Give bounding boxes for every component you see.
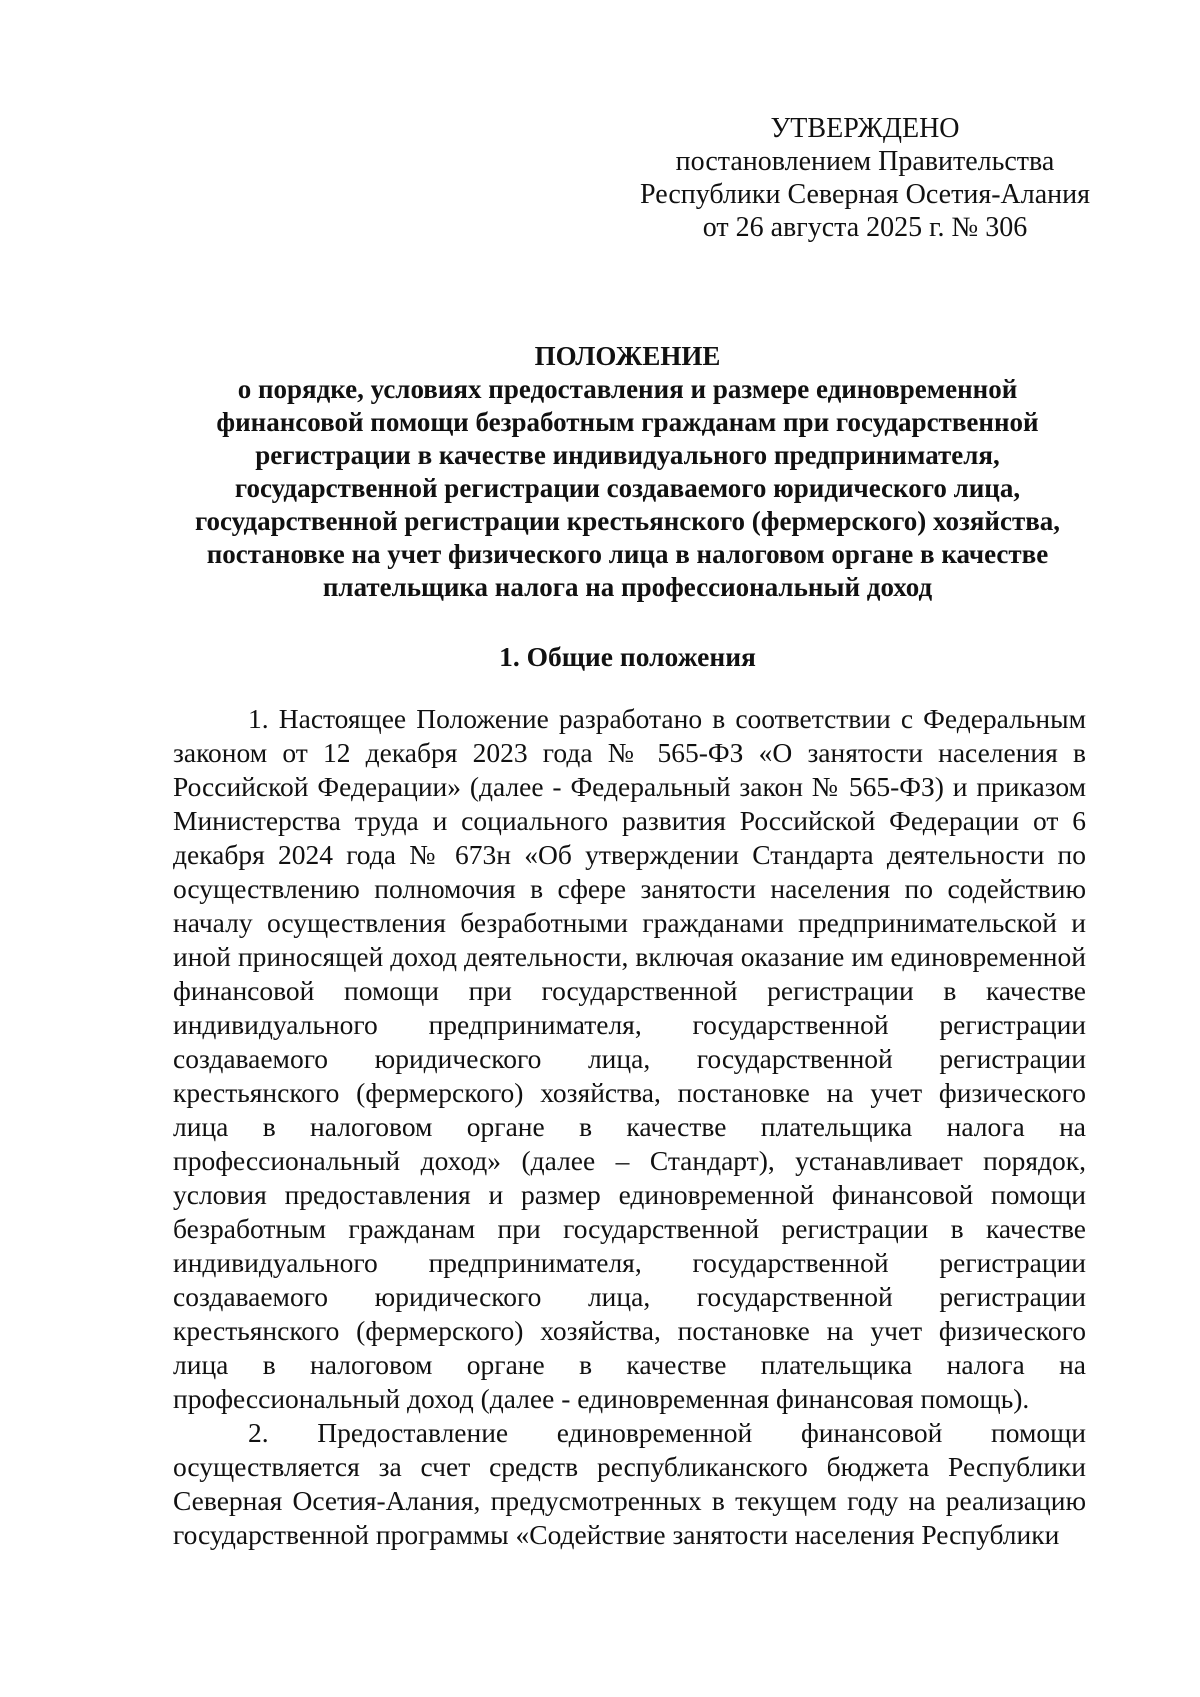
approval-date: от 26 августа 2025 г. № 306 [702, 212, 1028, 243]
section-heading: 1. Общие положения [499, 641, 756, 672]
section-body [173, 702, 1086, 1552]
approval-title: УТВЕРЖДЕНО [770, 113, 960, 144]
paragraph: 1. Настоящее Положение разработано в соответствии с Федеральным законом от 12 декабря 2023 года № 565-ФЗ «О занятости населения в Российской Федерации» (далее - Федеральный закон № 565-ФЗ) и приказом Министерства труда и социального развития Российской Федерации от 6 декабря 2024 года № 673н «Об утверждении Стандарта деятельности по осуществлению полномочия в сфере занятости населения по содействию началу осуществления безработными гражданами предпринимательской и иной приносящей доход деятельности, включая оказание им единовременной финансовой помощи при государственной регистрации в качестве индивидуального предпринимателя, государственной регистрации создаваемого юридического лица, государственной регистрации крестьянского (фермерского) хозяйства, постановке на учет физического лица в налоговом органе в качестве плательщика налога на профессиональный доход» (далее – Стандарт), устанавливает порядок, условия предоставления и размер единовременной финансовой помощи безработным гражданам при государственной регистрации в качестве индивидуального предпринимателя, государственной регистрации создаваемого юридического лица, государственной регистрации крестьянского (фермерского) хозяйства, постановке на учет физического лица в налоговом органе в качестве плательщика налога на профессиональный доход (далее - единовременная финансовая помощь). [173, 703, 1086, 1414]
approval-line: постановлением Правительства [675, 146, 1055, 177]
paragraph: 2. Предоставление единовременной финансовой помощи осуществляется за счет средств республиканского бюджета Республики Северная Осетия-Алания, предусмотренных в текущем году на реализацию государственной программы «Содействие занятости населения Республики [173, 1417, 1086, 1550]
title-subtitle: о порядке, условиях предоставления и размере единовременной финансовой помощи безработным гражданам при государственной регистрации в качестве индивидуального предпринимателя, государственной регистрации создаваемого юридического лица, государственной регистрации крестьянского (фермерского) хозяйства, постановке на учет физического лица в налоговом органе в качестве плательщика налога на профессиональный доход [194, 374, 1061, 602]
approval-stamp [630, 112, 1100, 244]
title-main: ПОЛОЖЕНИЕ [534, 341, 721, 371]
approval-line: Республики Северная Осетия-Алания [640, 179, 1090, 210]
document-title [170, 340, 1085, 604]
